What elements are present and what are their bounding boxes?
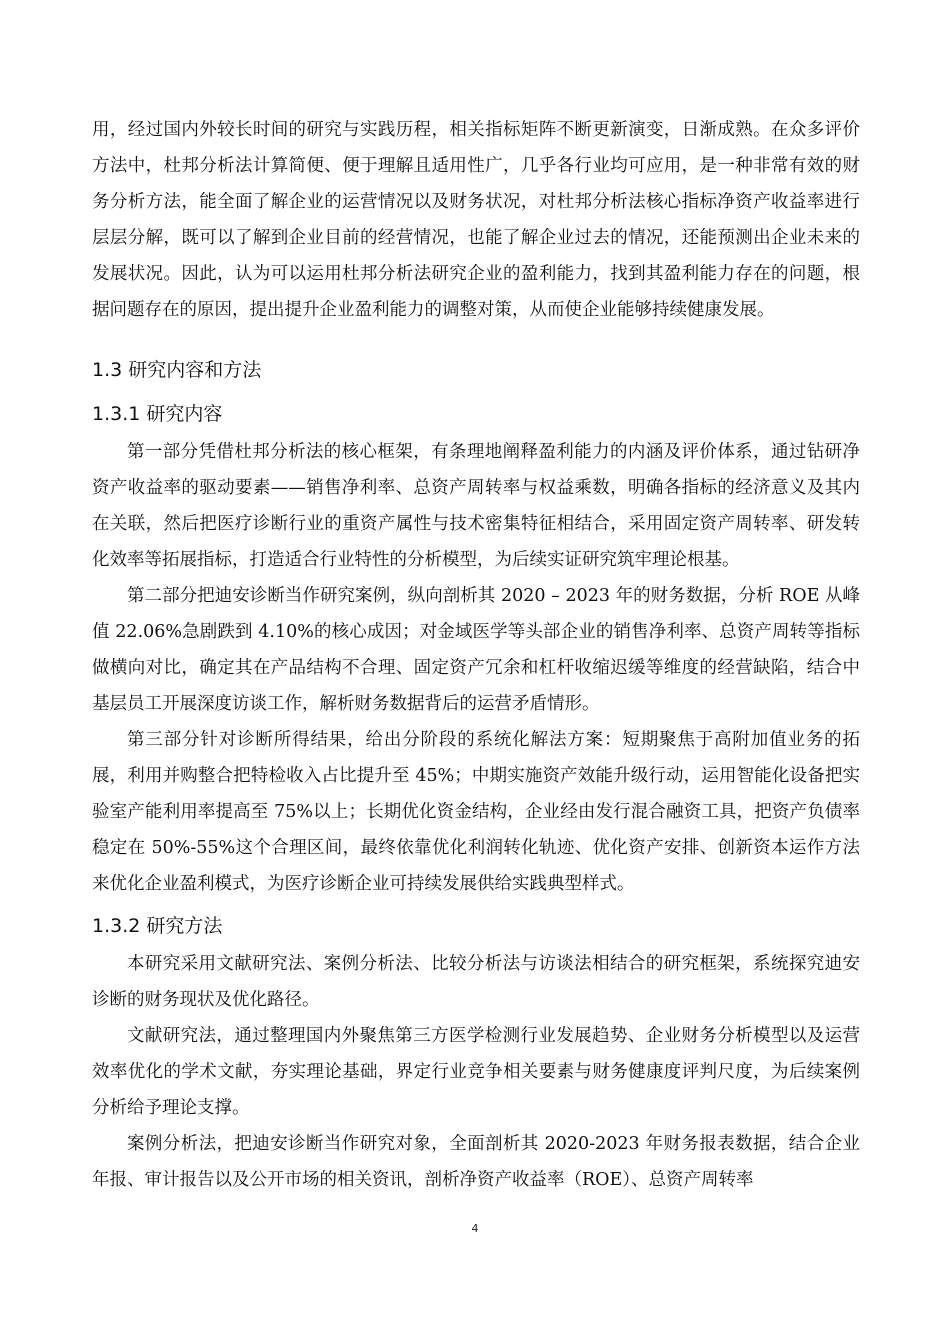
research-method-paragraph-1: 本研究采用文献研究法、案例分析法、比较分析法与访谈法相结合的研究框架，系统探究迪安诊断的财务现状及优化路径。	[92, 954, 860, 1010]
page-number: 4	[471, 1222, 479, 1235]
research-method-paragraph-3: 案例分析法，把迪安诊断当作研究对象，全面剖析其 2020-2023 年财务报表数据，结合企业年报、审计报告以及公开市场的相关资讯，剖析净资产收益率（ROE）、总资产周转率	[92, 1134, 860, 1190]
intro-paragraph: 用，经过国内外较长时间的研究与实践历程，相关指标矩阵不断更新演变，日渐成熟。在众多评价方法中，杜邦分析法计算简便、便于理解且适用性广，几乎各行业均可应用，是一种非常有效的财务分析方法，能全面了解企业的运营情况以及财务状况，对杜邦分析法核心指标净资产收益率进行层层分解，既可以了解到企业目前的经营情况，也能了解企业过去的情况，还能预测出企业未来的发展状况。因此，认为可以运用杜邦分析法研究企业的盈利能力，找到其盈利能力存在的问题，根据问题存在的原因，提出提升企业盈利能力的调整对策，从而使企业能够持续健康发展。	[92, 120, 860, 320]
research-content-paragraph-3: 第三部分针对诊断所得结果，给出分阶段的系统化解法方案：短期聚焦于高附加值业务的拓展，利用并购整合把特检收入占比提升至 45%；中期实施资产效能升级行动，运用智能化设备把实验室产能利用率提高至 75%以上；长期优化资金结构，企业经由发行混合融资工具，把资产负债率稳定在 50%-55%这个合理区间，最终依靠优化利润转化轨迹、优化资产安排、创新资本运作方法来优化企业盈利模式，为医疗诊断企业可持续发展供给实践典型样式。	[92, 730, 860, 894]
section-heading-1-3: 1.3 研究内容和方法	[92, 359, 262, 381]
page-body	[92, 112, 860, 1198]
subsection-heading-1-3-1: 1.3.1 研究内容	[92, 403, 223, 425]
research-content-paragraph-1: 第一部分凭借杜邦分析法的核心框架，有条理地阐释盈利能力的内涵及评价体系，通过钻研净资产收益率的驱动要素——销售净利率、总资产周转率与权益乘数，明确各指标的经济意义及其内在关联，然后把医疗诊断行业的重资产属性与技术密集特征相结合，采用固定资产周转率、研发转化效率等拓展指标，打造适合行业特性的分析模型，为后续实证研究筑牢理论根基。	[92, 442, 860, 570]
research-content-paragraph-2: 第二部分把迪安诊断当作研究案例，纵向剖析其 2020 – 2023 年的财务数据，分析 ROE 从峰值 22.06%急剧跌到 4.10%的核心成因；对金域医学等头部企业的销售净利率、总资产周转等指标做横向对比，确定其在产品结构不合理、固定资产冗余和杠杆收缩迟缓等维度的经营缺陷，结合中基层员工开展深度访谈工作，解析财务数据背后的运营矛盾情形。	[92, 586, 860, 714]
research-method-paragraph-2: 文献研究法，通过整理国内外聚焦第三方医学检测行业发展趋势、企业财务分析模型以及运营效率优化的学术文献，夯实理论基础，界定行业竞争相关要素与财务健康度评判尺度，为后续案例分析给予理论支撑。	[92, 1026, 860, 1118]
subsection-heading-1-3-2: 1.3.2 研究方法	[92, 915, 223, 937]
